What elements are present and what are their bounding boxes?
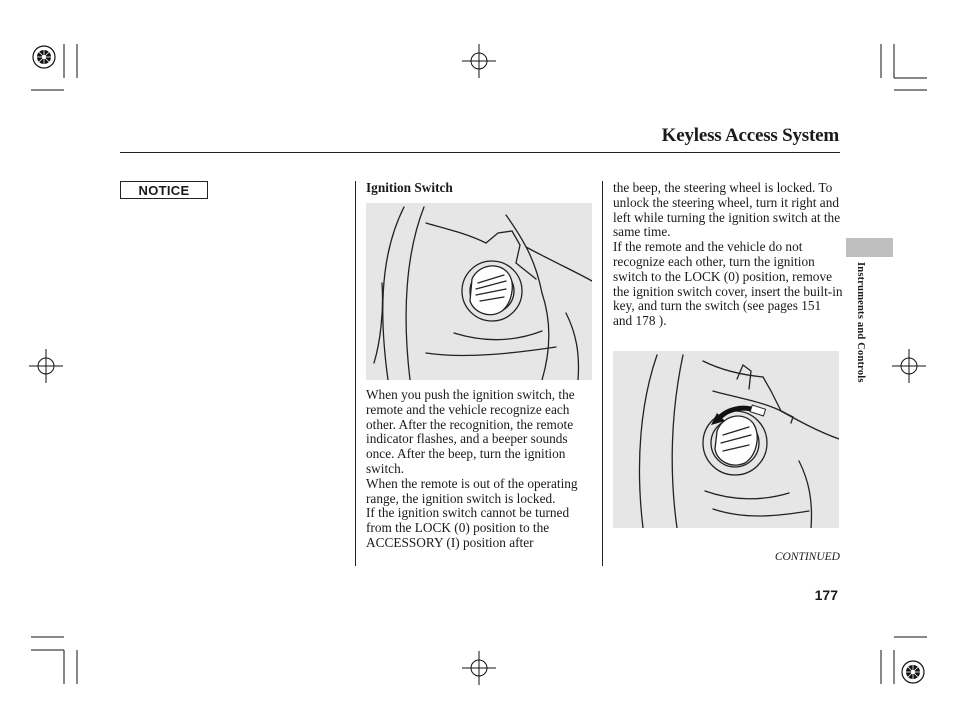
paragraph: If the remote and the vehicle do not recognize each other, turn the ignition switch to the LOCK (0) position, remove the ignition switch cover, insert the built-in key, and turn the switch (see pages 151 and 178 ).: [613, 239, 843, 329]
paragraph: When you push the ignition switch, the remote and the vehicle recognize each other. After the recognition, the remote indicator flashes, and a beeper sounds once. After the beep, turn the ignition switch.: [366, 387, 575, 476]
column-middle-body: [366, 388, 594, 551]
section-title: Keyless Access System: [661, 125, 839, 146]
page-number: 177: [814, 587, 838, 603]
ignition-switch-figure: [366, 203, 592, 380]
paragraph: When the remote is out of the operating range, the ignition switch is locked.: [366, 475, 578, 506]
title-rule: [120, 152, 840, 153]
column-middle: [366, 181, 594, 196]
column-divider-right: [602, 181, 603, 566]
registration-target-top-left: [33, 46, 55, 68]
continued-label: CONTINUED: [774, 551, 840, 563]
column-right-body: [613, 181, 843, 329]
section-tab-label: Instruments and Controls: [855, 262, 866, 383]
paragraph: If the ignition switch cannot be turned from the LOCK (0) position to the ACCESSORY (I) position after: [366, 505, 570, 550]
paragraph: the beep, the steering wheel is locked. To unlock the steering wheel, turn it right and left while turning the ignition switch at the same time.: [613, 180, 841, 240]
key-insert-illustration: [613, 351, 839, 528]
column-divider-left: [355, 181, 356, 566]
notice-label: NOTICE: [120, 181, 208, 199]
ignition-switch-illustration: [366, 203, 592, 380]
section-tab: [846, 238, 893, 257]
registration-target-bottom-right: [902, 661, 924, 683]
ignition-switch-heading: Ignition Switch: [366, 180, 453, 195]
key-insert-figure: [613, 351, 839, 528]
